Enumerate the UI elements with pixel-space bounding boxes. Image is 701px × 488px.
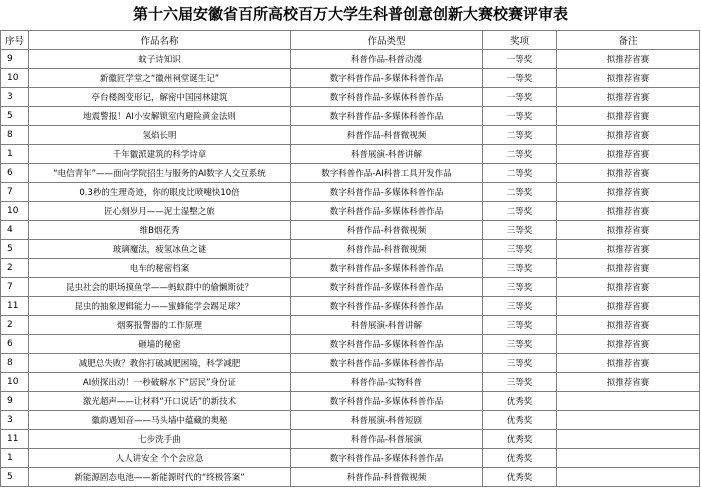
cell-no: 6	[1, 335, 29, 354]
cell-name: 人人讲安全 个个会应急	[29, 449, 291, 468]
cell-award: 二等奖	[483, 202, 557, 221]
cell-note: 拟推荐省赛	[557, 259, 700, 278]
cell-type: 科普展演-科普讲解	[291, 145, 483, 164]
review-table	[0, 30, 700, 487]
cell-award: 一等奖	[483, 50, 557, 69]
table-row	[1, 240, 700, 259]
cell-name: 电车的秘密档案	[29, 259, 291, 278]
cell-note: 拟推荐省赛	[557, 69, 700, 88]
table-row	[1, 468, 700, 487]
cell-note: 拟推荐省赛	[557, 183, 700, 202]
cell-note: 拟推荐省赛	[557, 88, 700, 107]
cell-name: 昆虫社会的职场摸鱼学——蚂蚁群中的偷懒斯徒？	[29, 278, 291, 297]
cell-note: 拟推荐省赛	[557, 240, 700, 259]
cell-award: 二等奖	[483, 183, 557, 202]
cell-note: 拟推荐省赛	[557, 316, 700, 335]
cell-note: 拟推荐省赛	[557, 373, 700, 392]
table-row	[1, 202, 700, 221]
table-row	[1, 430, 700, 449]
cell-note	[557, 411, 700, 430]
cell-award: 优秀奖	[483, 392, 557, 411]
cell-award: 三等奖	[483, 373, 557, 392]
cell-note	[557, 468, 700, 487]
table-row	[1, 297, 700, 316]
cell-award: 三等奖	[483, 278, 557, 297]
table-row	[1, 354, 700, 373]
table-row	[1, 259, 700, 278]
cell-award: 优秀奖	[483, 468, 557, 487]
cell-award: 三等奖	[483, 259, 557, 278]
cell-type: 数字科普作品-多媒体科普作品	[291, 259, 483, 278]
cell-award: 三等奖	[483, 316, 557, 335]
cell-award: 优秀奖	[483, 449, 557, 468]
cell-no: 1	[1, 449, 29, 468]
cell-award: 优秀奖	[483, 430, 557, 449]
cell-name: 激光超声——让材料“开口说话”的新技术	[29, 392, 291, 411]
cell-type: 科普作品-科普展演	[291, 430, 483, 449]
cell-type: 科普作品-科普微视频	[291, 240, 483, 259]
table-row	[1, 145, 700, 164]
cell-name: 减肥总失败？教你打破减肥困境，科学减肥	[29, 354, 291, 373]
cell-name: 昆虫的抽象逻辑能力——蜜蜂能学会踢足球？	[29, 297, 291, 316]
cell-no: 10	[1, 69, 29, 88]
cell-note: 拟推荐省赛	[557, 50, 700, 69]
table-row	[1, 449, 700, 468]
table-header-row	[1, 31, 700, 50]
table-row	[1, 126, 700, 145]
cell-award: 三等奖	[483, 297, 557, 316]
cell-note: 拟推荐省赛	[557, 107, 700, 126]
cell-no: 3	[1, 88, 29, 107]
cell-award: 二等奖	[483, 126, 557, 145]
cell-name: 0.3秒的生理奇迹，你的眼皮比喷嚏快10倍	[29, 183, 291, 202]
cell-name: 蚊子诗知识	[29, 50, 291, 69]
cell-award: 一等奖	[483, 88, 557, 107]
cell-award: 三等奖	[483, 335, 557, 354]
cell-note	[557, 392, 700, 411]
header-type: 作品类型	[291, 31, 483, 50]
cell-no: 10	[1, 373, 29, 392]
cell-note: 拟推荐省赛	[557, 335, 700, 354]
cell-no: 3	[1, 411, 29, 430]
cell-note	[557, 430, 700, 449]
cell-award: 三等奖	[483, 221, 557, 240]
cell-name: 新能源固态电池——新能源时代的“终极答案”	[29, 468, 291, 487]
cell-type: 数字科普作品-多媒体科普作品	[291, 202, 483, 221]
cell-award: 三等奖	[483, 354, 557, 373]
header-no: 序号	[1, 31, 29, 50]
cell-name: 新徽匠学堂之“徽州祠堂诞生记”	[29, 69, 291, 88]
header-note: 备注	[557, 31, 700, 50]
cell-type: 科普作品-科普微视频	[291, 468, 483, 487]
cell-type: 数字科普作品-AI科普工具开发作品	[291, 164, 483, 183]
cell-no: 2	[1, 316, 29, 335]
cell-award: 二等奖	[483, 145, 557, 164]
cell-type: 数字科普作品-多媒体科普作品	[291, 392, 483, 411]
cell-note: 拟推荐省赛	[557, 126, 700, 145]
cell-type: 数字科普作品-多媒体科普作品	[291, 107, 483, 126]
cell-note: 拟推荐省赛	[557, 145, 700, 164]
cell-award: 三等奖	[483, 240, 557, 259]
cell-name: 七步洗手曲	[29, 430, 291, 449]
cell-type: 科普作品-科普动漫	[291, 50, 483, 69]
cell-no: 5	[1, 468, 29, 487]
cell-award: 一等奖	[483, 107, 557, 126]
cell-no: 9	[1, 50, 29, 69]
cell-name: 氢焰长明	[29, 126, 291, 145]
cell-no: 9	[1, 392, 29, 411]
cell-award: 二等奖	[483, 164, 557, 183]
cell-type: 科普展演-科普讲解	[291, 316, 483, 335]
cell-note: 拟推荐省赛	[557, 202, 700, 221]
cell-name: AI侦探出动！一秒破解水下“居民”身份证	[29, 373, 291, 392]
cell-no: 11	[1, 430, 29, 449]
header-award: 奖项	[483, 31, 557, 50]
page-title: 第十六届安徽省百所高校百万大学生科普创意创新大赛校赛评审表	[132, 5, 568, 23]
table-row	[1, 164, 700, 183]
table-row	[1, 411, 700, 430]
table-row	[1, 335, 700, 354]
table-row	[1, 373, 700, 392]
cell-name: 维B烟花秀	[29, 221, 291, 240]
cell-name: 玻璃魔法，疲氢冰鱼之谜	[29, 240, 291, 259]
table-row	[1, 69, 700, 88]
cell-type: 数字科普作品-多媒体科普作品	[291, 69, 483, 88]
cell-note: 拟推荐省赛	[557, 297, 700, 316]
header-name: 作品名称	[29, 31, 291, 50]
cell-no: 1	[1, 145, 29, 164]
table-row	[1, 316, 700, 335]
cell-name: 砸墙的秘密	[29, 335, 291, 354]
table-row	[1, 278, 700, 297]
cell-no: 11	[1, 297, 29, 316]
cell-name: 匠心刻岁月——泥土湿墼之旅	[29, 202, 291, 221]
cell-type: 数字科普作品-多媒体科普作品	[291, 88, 483, 107]
cell-note	[557, 449, 700, 468]
cell-award: 优秀奖	[483, 411, 557, 430]
cell-type: 科普作品-实物科普	[291, 373, 483, 392]
cell-type: 数字科普作品-多媒体科普作品	[291, 183, 483, 202]
table-row	[1, 88, 700, 107]
cell-name: 徽韵遇知音——马头墙中蕴藏的奥秘	[29, 411, 291, 430]
table-row	[1, 50, 700, 69]
cell-no: 6	[1, 164, 29, 183]
cell-award: 一等奖	[483, 69, 557, 88]
cell-note: 拟推荐省赛	[557, 164, 700, 183]
cell-type: 科普作品-科普微视频	[291, 221, 483, 240]
cell-type: 数字科普作品-多媒体科普作品	[291, 354, 483, 373]
table-row	[1, 107, 700, 126]
cell-type: 数字科普作品-多媒体科普作品	[291, 335, 483, 354]
cell-no: 8	[1, 126, 29, 145]
cell-name: 地震警报！AI小安解锁室内避险黄金法则	[29, 107, 291, 126]
cell-no: 2	[1, 259, 29, 278]
cell-no: 8	[1, 354, 29, 373]
cell-type: 科普展演-科普短剧	[291, 411, 483, 430]
cell-no: 10	[1, 202, 29, 221]
table-row	[1, 392, 700, 411]
cell-no: 5	[1, 107, 29, 126]
table-row	[1, 183, 700, 202]
cell-name: 千年徽派建筑的科学诗章	[29, 145, 291, 164]
cell-no: 4	[1, 221, 29, 240]
cell-note: 拟推荐省赛	[557, 278, 700, 297]
cell-no: 7	[1, 183, 29, 202]
cell-type: 科普作品-科普微视频	[291, 126, 483, 145]
cell-no: 7	[1, 278, 29, 297]
cell-note: 拟推荐省赛	[557, 354, 700, 373]
cell-type: 数字科普作品-多媒体科普作品	[291, 449, 483, 468]
cell-type: 数字科普作品-多媒体科普作品	[291, 297, 483, 316]
cell-note: 拟推荐省赛	[557, 221, 700, 240]
cell-name: 烟雾报警器的工作原理	[29, 316, 291, 335]
cell-name: “电信青年”——面向学院招生与服务的AI数字人交互系统	[29, 164, 291, 183]
cell-type: 数字科普作品-多媒体科普作品	[291, 278, 483, 297]
cell-name: 亭台楼阁变形记，解密中国园林建筑	[29, 88, 291, 107]
table-row	[1, 221, 700, 240]
cell-no: 5	[1, 240, 29, 259]
